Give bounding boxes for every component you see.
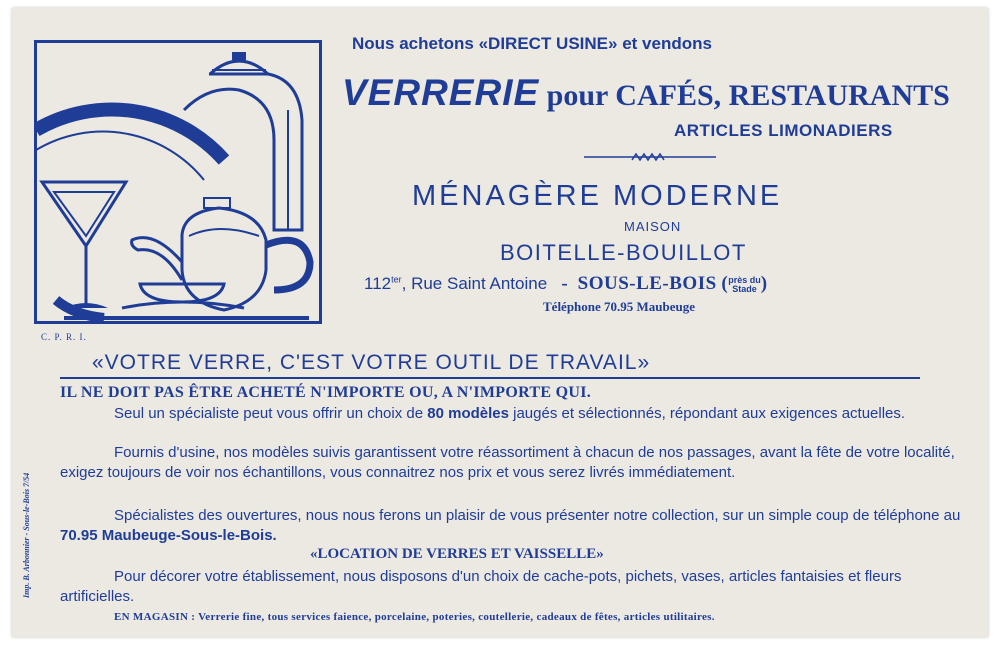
location-heading: «LOCATION DE VERRES ET VAISSELLE» xyxy=(310,546,604,562)
owner-name: BOITELLE-BOUILLOT xyxy=(500,240,747,265)
tableware-illustration xyxy=(34,40,322,324)
buy-strong: «DIRECT USINE» xyxy=(478,34,618,53)
p3-a: Spécialistes des ouvertures, nous nous ferons un plaisir de vous présenter notre collection, sur un simple coup de téléphone au xyxy=(114,507,961,524)
p1-a: Seul un spécialiste peut vous offrir un choix de xyxy=(114,405,428,422)
headline-rest: pour CAFÉS, RESTAURANTS xyxy=(539,79,950,112)
headline-verrerie: VERRERIE xyxy=(342,72,540,113)
address-dash: - xyxy=(561,273,569,294)
slogan-underline xyxy=(60,377,920,379)
printer-credit xyxy=(22,408,36,598)
street-number: 112 xyxy=(364,274,392,293)
near-top: près du xyxy=(728,274,761,285)
buy-line xyxy=(352,34,712,54)
address-line: $112^{ter}$, Rue Saint Antoine - SOUS-LE-BOIS (près du Stade ) xyxy=(364,273,768,294)
paragraph-factory xyxy=(60,443,962,483)
p1-c: jaugés et sélectionnés, répondant aux exigences actuelles. xyxy=(508,405,906,422)
slogan: «VOTRE VERRE, C'EST VOTRE OUTIL DE TRAVAIL» xyxy=(92,351,651,374)
town-name: SOUS-LE-BOIS xyxy=(577,273,717,294)
p3-b: 70.95 Maubeuge-Sous-le-Bois. xyxy=(60,527,277,544)
p1-b: 80 modèles xyxy=(427,405,509,422)
paragraph-specialist xyxy=(60,404,962,424)
buy-suffix: et vendons xyxy=(617,34,712,53)
shop-name: MÉNAGÈRE MODERNE xyxy=(412,180,783,212)
paragraph-openings xyxy=(60,506,962,546)
phone-line: Téléphone 70.95 Maubeuge xyxy=(543,299,696,314)
p2-text: Fournis d'usine, nos modèles suivis garantissent votre réassortiment à chacun de nos passages, avant la fête de votre localité, exigez toujours de voir nos échantillons, vous connaitrez nos prix et vous serez livrés immédiatement. xyxy=(60,444,955,481)
headline xyxy=(342,72,950,114)
buy-prefix: Nous achetons xyxy=(352,34,479,53)
street-sup: ter xyxy=(391,274,402,285)
maison-label: MAISON xyxy=(624,219,682,234)
ornament-divider xyxy=(584,152,716,162)
advertising-card xyxy=(12,8,988,637)
p4-text: Pour décorer votre établissement, nous disposons d'un choix de cache-pots, pichets, vases, articles fantaisies et fleurs artificielles. xyxy=(60,568,902,605)
street-name: , Rue Saint Antoine xyxy=(401,274,548,293)
subheadline: ARTICLES LIMONADIERS xyxy=(674,121,893,140)
printer-credit-text: Imp. B. Arbonnier - Sous-le-Bois 7/54 xyxy=(22,472,31,598)
near-stade xyxy=(728,276,761,294)
near-bottom: Stade xyxy=(732,283,757,294)
paragraph-decoration xyxy=(60,567,962,607)
in-store-line: EN MAGASIN : Verrerie fine, tous services faience, porcelaine, poteries, coutellerie, cadeaux de fêtes, articles utilitaires. xyxy=(114,611,715,623)
warning-line: IL NE DOIT PAS ÊTRE ACHETÉ N'IMPORTE OU, A N'IMPORTE QUI. xyxy=(60,384,592,401)
cpri-mark: C. P. R. I. xyxy=(41,332,87,342)
